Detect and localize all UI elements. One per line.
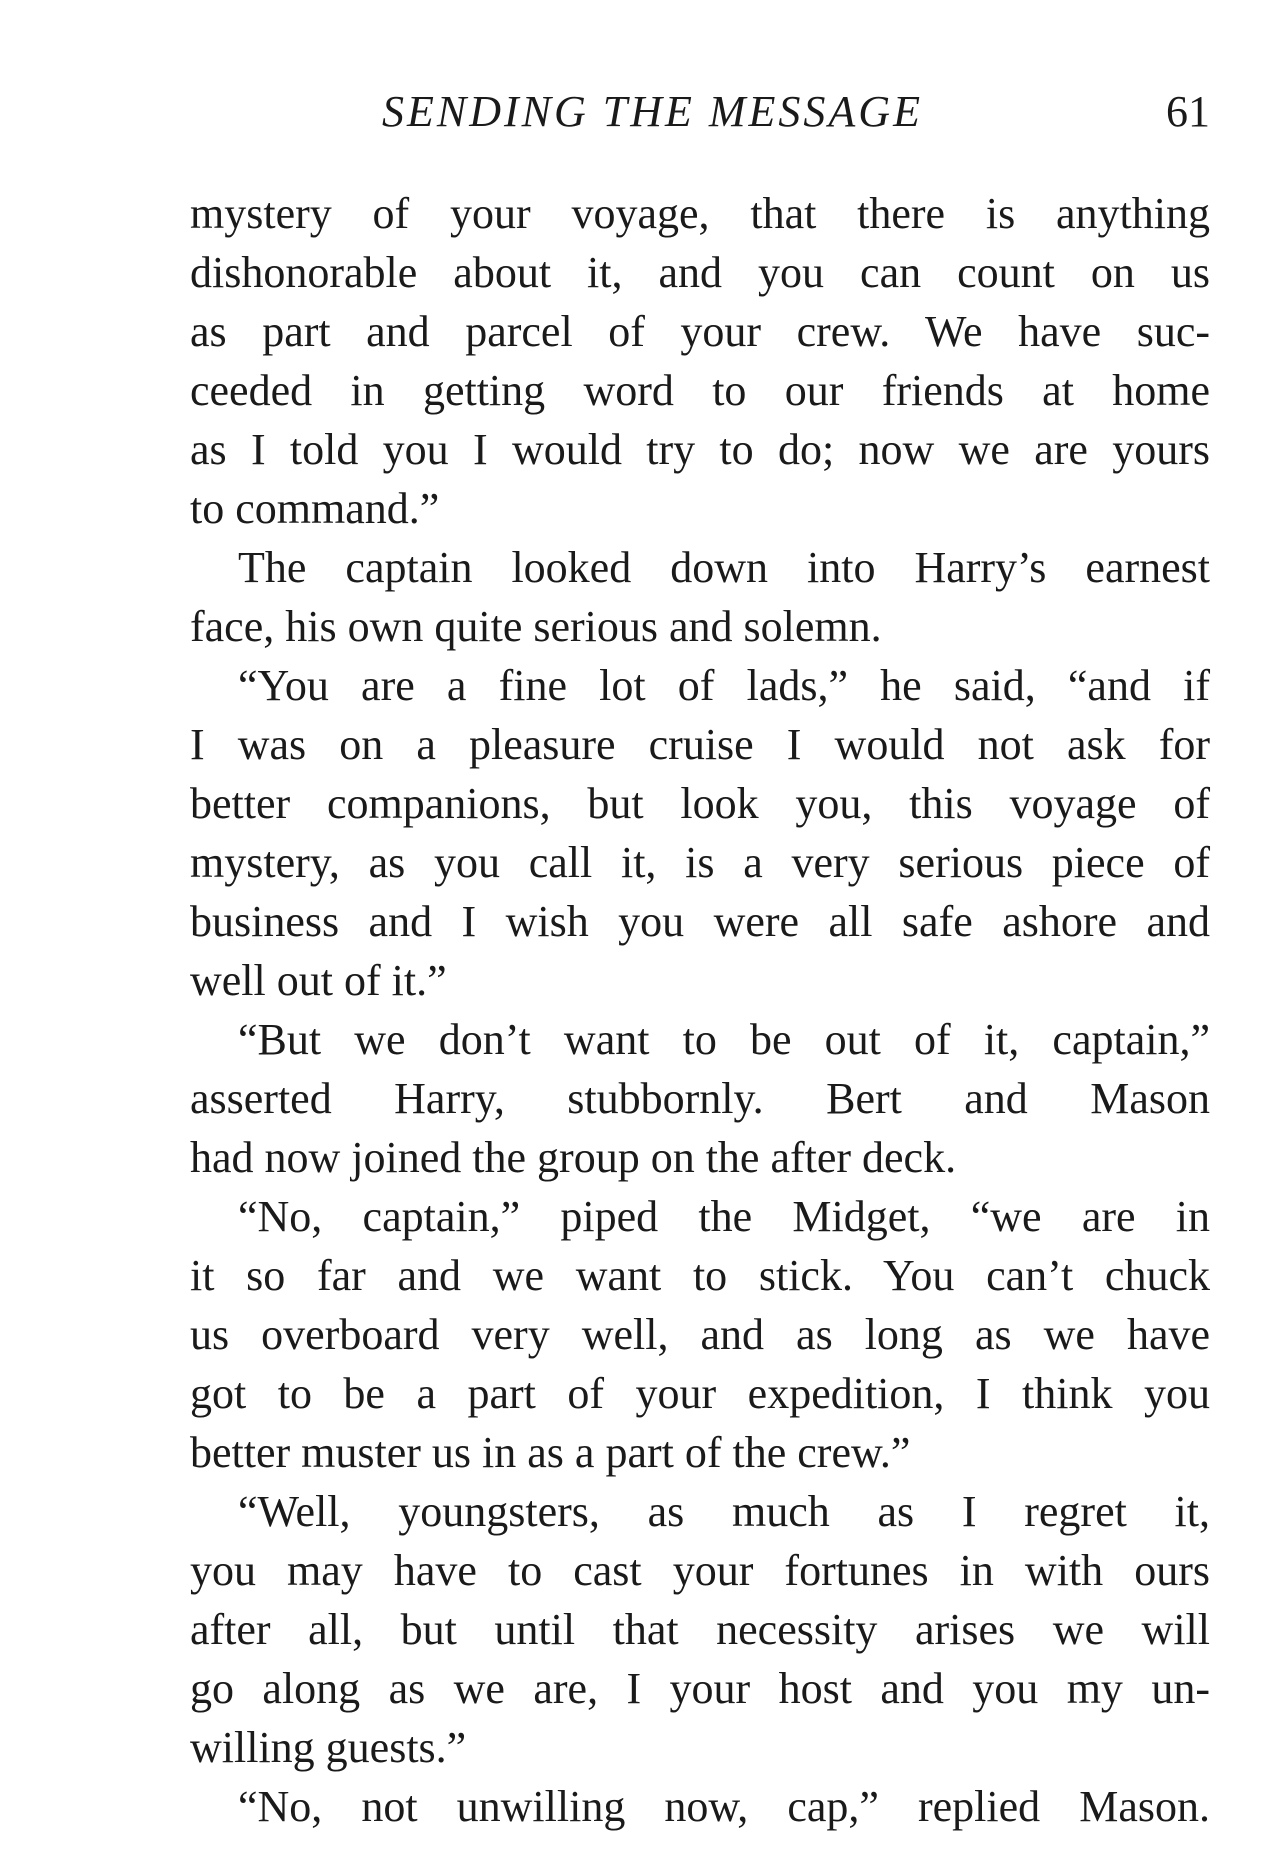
text-line: as part and parcel of your crew. We have suc- bbox=[190, 307, 1210, 356]
text-line: mystery, as you call it, is a very serious piece of bbox=[190, 838, 1210, 887]
text-line: dishonorable about it, and you can count on us bbox=[190, 248, 1210, 297]
text-line: business and I wish you were all safe ashore and bbox=[190, 897, 1210, 946]
text-line: better companions, but look you, this voyage of bbox=[190, 779, 1210, 828]
text-line: after all, but until that necessity arises we will bbox=[190, 1605, 1210, 1654]
running-head bbox=[190, 86, 1210, 146]
text-line: “No, captain,” piped the Midget, “we are in bbox=[238, 1192, 1210, 1241]
text-line: “No, not unwilling now, cap,” replied Mason. bbox=[238, 1782, 1210, 1831]
text-line: better muster us in as a part of the crew.” bbox=[190, 1428, 911, 1477]
text-line: well out of it.” bbox=[190, 956, 447, 1005]
text-line: ceeded in getting word to our friends at home bbox=[190, 366, 1210, 415]
running-title: SENDING THE MESSAGE bbox=[382, 87, 923, 136]
page-number: 61 bbox=[1166, 87, 1210, 136]
text-line: as I told you I would try to do; now we are yours bbox=[190, 425, 1210, 474]
text-line: it so far and we want to stick. You can’t chuck bbox=[190, 1251, 1210, 1300]
text-line: “Well, youngsters, as much as I regret it, bbox=[238, 1487, 1210, 1536]
text-line: mystery of your voyage, that there is anything bbox=[190, 189, 1210, 238]
text-line: had now joined the group on the after deck. bbox=[190, 1133, 957, 1182]
text-line: go along as we are, I your host and you my un- bbox=[190, 1664, 1210, 1713]
text-line: “But we don’t want to be out of it, captain,” bbox=[238, 1015, 1210, 1064]
text-line: asserted Harry, stubbornly. Bert and Mason bbox=[190, 1074, 1210, 1123]
text-line: you may have to cast your fortunes in with ours bbox=[190, 1546, 1210, 1595]
text-line: got to be a part of your expedition, I think you bbox=[190, 1369, 1210, 1418]
body-text bbox=[190, 184, 1210, 1836]
text-line: The captain looked down into Harry’s earnest bbox=[238, 543, 1210, 592]
text-line: I was on a pleasure cruise I would not ask for bbox=[190, 720, 1210, 769]
text-line: face, his own quite serious and solemn. bbox=[190, 602, 882, 651]
text-line: us overboard very well, and as long as we have bbox=[190, 1310, 1210, 1359]
text-line: willing guests.” bbox=[190, 1723, 467, 1772]
text-line: “You are a fine lot of lads,” he said, “and if bbox=[238, 661, 1210, 710]
text-line: to command.” bbox=[190, 484, 440, 533]
